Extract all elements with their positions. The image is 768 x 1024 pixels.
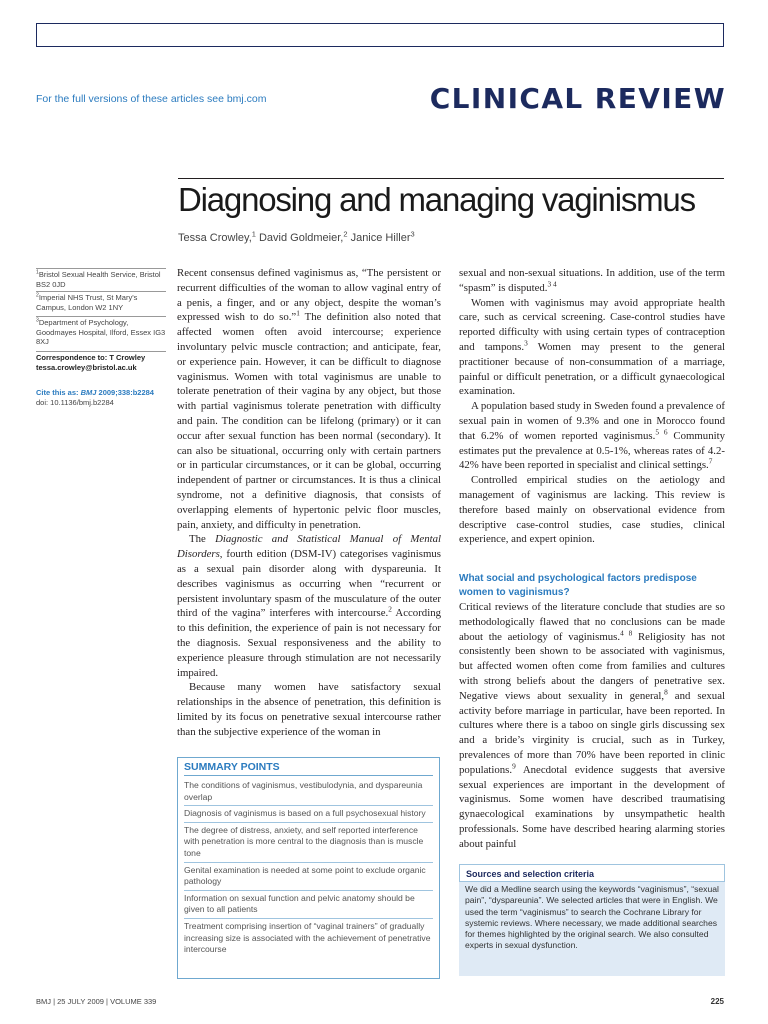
cite-journal: BMJ bbox=[80, 388, 97, 397]
correspondence-label: Correspondence to: T Crowley bbox=[36, 353, 146, 362]
sources-body: We did a Medline search using the keywords “vaginismus”, “sexual pain”, “dyspareunia”. We selected articles that were in English. We used the term “vaginismus” to search the Cochrane Library for systemic reviews. Where necessary, we made additional searches for themes highlighted by the original search. We also consulted experts in sexual dysfunction. bbox=[465, 884, 719, 951]
summary-item: The degree of distress, anxiety, and self reported interference with penetration is more central to the diagnosis than is muscle tone bbox=[184, 823, 433, 863]
text-run: Community estimates put the prevalence at 0.5-1%, whereas rates of 4.2-42% have been reported in specialist and clinical settings. bbox=[459, 429, 725, 472]
text-run: sexual and non-sexual situations. In addition, use of the term “spasm” is disputed. bbox=[459, 267, 725, 294]
citation-block bbox=[36, 388, 170, 408]
reference-mark: 2 bbox=[388, 604, 392, 614]
author-name: Janice Hiller bbox=[347, 232, 411, 244]
section-subheading: What social and psychological factors predispose women to vaginismus? bbox=[459, 573, 697, 598]
text-run: A population based study in Sweden found a prevalence of sexual pain in women of 9.3% and one in Morocco found that 6.2% of women reported vaginismus. bbox=[459, 400, 725, 442]
paragraph bbox=[459, 266, 725, 296]
paragraph bbox=[177, 532, 441, 680]
affiliation-1 bbox=[36, 270, 166, 289]
affiliation-mark: 2 bbox=[36, 292, 39, 299]
summary-title: SUMMARY POINTS bbox=[184, 761, 433, 776]
paragraph bbox=[177, 266, 441, 532]
author-name: David Goldmeier, bbox=[255, 232, 344, 244]
author-affiliation-mark: 3 bbox=[410, 229, 415, 239]
page-number: 225 bbox=[710, 997, 724, 1006]
reference-mark: 9 bbox=[512, 761, 516, 771]
summary-points-box bbox=[177, 757, 440, 979]
affiliation-mark: 1 bbox=[36, 269, 39, 276]
affiliation-2 bbox=[36, 293, 166, 312]
text-run: , fourth edition (DSM-IV) categorises vaginismus as a sexual pain disorder along with dyspareunia. It describes vaginismus as occurring when “recurrent or persistent involuntary spasm of the musculature of the outer third of the vagina” interferes with intercourse. bbox=[177, 548, 441, 620]
summary-item: Diagnosis of vaginismus is based on a full psychosexual history bbox=[184, 806, 433, 823]
sources-title: Sources and selection criteria bbox=[459, 864, 725, 882]
cite-label: Cite this as: bbox=[36, 388, 81, 397]
affiliation-text: Bristol Sexual Health Service, Bristol BS2 0JD bbox=[36, 270, 161, 289]
text-run: The bbox=[189, 533, 216, 546]
text-run: Recent consensus defined vaginismus as, “The persistent or recurrent difficulties of the woman to allow vaginal entry of a penis, a finger, and or any object, despite the woman’s expressed wish to do so.” bbox=[177, 267, 441, 324]
text-run: and sexual activity before marriage in particular, have been reported. In cultures where there is a taboo on single girls discussing sex and a bride’s virginity is crucial, such as in Turkey, prevalences of more than 70% have been reported in clinic populations. bbox=[459, 689, 725, 776]
affiliation-text: Department of Psychology, Goodmayes Hospital, Ilford, Essex IG3 8XJ bbox=[36, 318, 166, 347]
paragraph bbox=[459, 296, 725, 400]
text-run: According to this definition, the experience of pain is not necessary for the diagnosis. Sexual responsiveness and the ability to experience pleasure through stimulation are not necessarily impaired. bbox=[177, 607, 441, 679]
full-versions-note: For the full versions of these articles see bmj.com bbox=[36, 93, 267, 105]
paragraph bbox=[459, 600, 725, 852]
affiliation-divider bbox=[36, 268, 166, 269]
book-title: Diagnostic and Statistical Manual of Mental Disorders bbox=[177, 533, 441, 561]
summary-item: The conditions of vaginismus, vestibulodynia, and dyspareunia overlap bbox=[184, 778, 433, 806]
text-run: Women with vaginismus may avoid appropriate health care, such as cervical screening. Case-control studies have reported difficulty with using certain types of contraception and tampons. bbox=[459, 296, 725, 353]
affiliation-divider bbox=[36, 291, 166, 292]
affiliation-mark: 3 bbox=[36, 317, 39, 324]
summary-item: Information on sexual function and pelvic anatomy should be given to all patients bbox=[184, 891, 433, 919]
cite-ref: 2009;338:b2284 bbox=[96, 388, 154, 397]
reference-mark: 3 bbox=[524, 338, 528, 348]
author-list bbox=[178, 229, 415, 244]
reference-mark: 3 4 bbox=[547, 279, 557, 289]
sources-box bbox=[459, 864, 725, 976]
summary-item: Genital examination is needed at some point to exclude organic pathology bbox=[184, 863, 433, 891]
correspondence-email[interactable]: tessa.crowley@bristol.ac.uk bbox=[36, 362, 137, 372]
paragraph: Because many women have satisfactory sexual relationships in the absence of penetration, this definition is limited by its focus on penetrative sexual intercourse rather than the subjective experience of the woman in bbox=[177, 681, 441, 738]
body-column-2 bbox=[459, 266, 725, 547]
reference-mark: 5 6 bbox=[655, 427, 668, 437]
article-title: Diagnosing and managing vaginismus bbox=[178, 181, 695, 218]
affiliation-text: Imperial NHS Trust, St Mary's Campus, London W2 1NY bbox=[36, 293, 138, 312]
paragraph: Controlled empirical studies on the aetiology and management of vaginismus are lacking. This review is therefore based mainly on observational evidence from descriptive case-control studies, case studies, clinical experience, and expert opinion. bbox=[459, 474, 725, 546]
body-column-2-continued bbox=[459, 600, 725, 852]
paragraph bbox=[459, 399, 725, 473]
author-affiliation-mark: 2 bbox=[343, 229, 348, 239]
reference-mark: 8 bbox=[664, 687, 668, 697]
cite-doi: doi: 10.1136/bmj.b2284 bbox=[36, 398, 114, 407]
text-run: Women may present to the general practitioner because of non-consummation of a marriage, painful or difficult penetration, or a difficult gynaecological examination. bbox=[459, 340, 726, 398]
text-run: Critical reviews of the literature conclude that studies are so methodologically flawed that no conclusions can be made about the aetiology of vaginismus. bbox=[459, 601, 725, 643]
correspondence bbox=[36, 353, 166, 372]
text-run: The definition also noted that affected women often avoid intercourse; experience involuntary pelvic muscle contraction; and anticipate, fear, or experience pain. However, it can be difficult to diagnose vaginismus. Women with total vaginismus are unable to tolerate penetration of their vagina by any object, but those with partial vaginismus tolerate penetration with difficulty and pain. The condition can be lifelong (primary) or it can occur after sexual function has been normal (secondary). It can also be situational, occurring only with certain partners or in particular circumstances, or it can be global, occurring independent of partner or circumstances. It is thus a clinical syndrome, not a definitive diagnosis, that consists of overlapping elements of hypertonic pelvic floor muscles, pain, anxiety, and difficulty in penetration. bbox=[177, 311, 441, 531]
affiliation-3 bbox=[36, 318, 166, 347]
footer-journal-info: BMJ | 25 JULY 2009 | VOLUME 339 bbox=[36, 997, 157, 1006]
affiliation-divider bbox=[36, 316, 166, 317]
text-run: Anecdotal evidence suggests that aversive sexual experiences are important in the development of vaginismus. Some women have described traumatising gynaecological examinations by unsympathetic health professionals. Some have described hearing alarming stories about painful bbox=[459, 763, 725, 850]
reference-mark: 7 bbox=[708, 456, 713, 466]
author-affiliation-mark: 1 bbox=[251, 229, 256, 239]
reference-mark: 4 8 bbox=[620, 628, 633, 637]
section-title: CLINICAL REVIEW bbox=[429, 82, 726, 115]
title-rule bbox=[178, 178, 724, 179]
author-name: Tessa Crowley, bbox=[178, 232, 252, 244]
text-run: Religiosity has not consistently been shown to be associated with vaginismus, but affected women often come from families and cultures with strong beliefs about the dangers of penetrative sex. Negative views about sexuality in general, bbox=[459, 630, 725, 702]
body-column-1 bbox=[177, 266, 441, 740]
reference-mark: 1 bbox=[296, 308, 300, 318]
affiliation-divider bbox=[36, 351, 166, 352]
summary-item: Treatment comprising insertion of “vaginal trainers” of gradually increasing size is associated with the achievement of penetrative intercourse bbox=[184, 920, 431, 955]
top-banner-frame bbox=[36, 23, 724, 47]
